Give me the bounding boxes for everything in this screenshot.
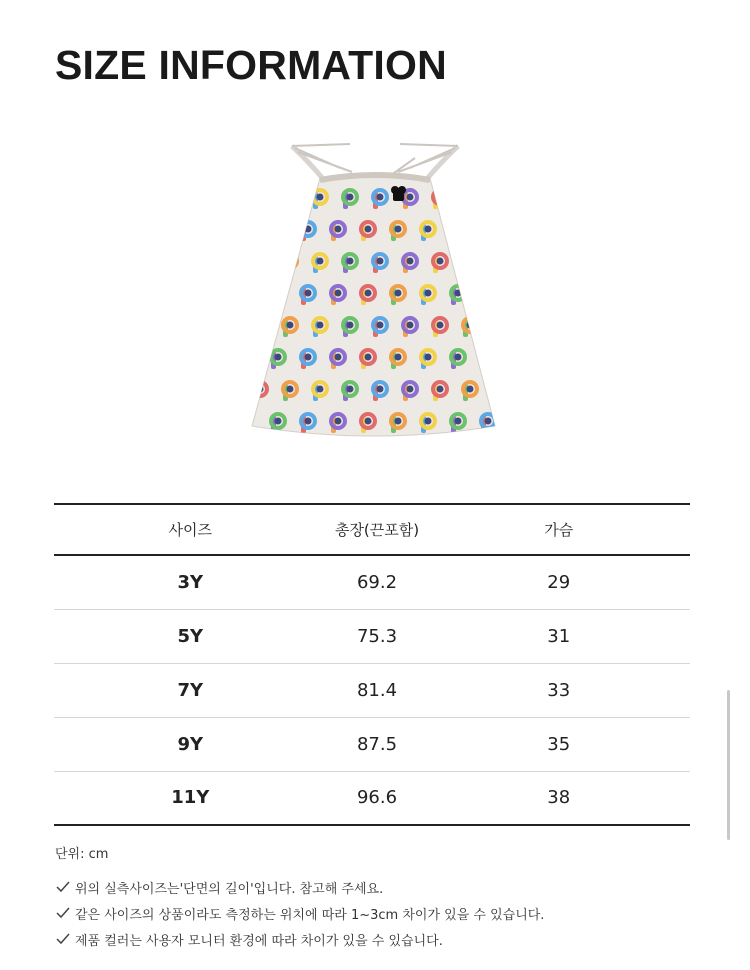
right-strap: [426, 146, 458, 180]
header-size: 사이즈: [54, 504, 327, 555]
table-row: [54, 609, 690, 663]
print-motif: [493, 318, 507, 337]
size-cell: 9Y: [177, 733, 204, 755]
print-motif: [463, 254, 477, 273]
size-notes: [55, 843, 544, 952]
print-motif: [451, 222, 465, 241]
unit-label: 단위: cm: [55, 847, 109, 862]
checkmark-icon: [55, 933, 71, 945]
checkmark-icon: [55, 881, 71, 893]
print-motif: [253, 190, 267, 209]
dress-icon: [240, 128, 510, 448]
size-cell: 11Y: [171, 787, 210, 809]
chest-cell: 33: [547, 679, 571, 701]
table-row: [54, 717, 690, 771]
note-item: [55, 874, 544, 900]
print-motif: [271, 286, 285, 305]
header-total-length: 총장(끈포함): [327, 504, 428, 555]
chest-cell: 31: [547, 625, 571, 647]
chest-cell: 38: [547, 787, 571, 809]
note-text: 같은 사이즈의 상품이라도 측정하는 위치에 따라 1~3cm 차이가 있을 수 있습니다.: [75, 907, 545, 923]
print-motif: [253, 254, 267, 273]
print-motif: [283, 190, 297, 209]
chest-cell: 35: [547, 733, 571, 755]
print-motif: [463, 190, 477, 209]
logo-badge: [391, 186, 406, 201]
length-cell: 96.6: [356, 787, 398, 809]
product-image: [240, 128, 510, 448]
print-motif: [253, 318, 267, 337]
print-motif: [481, 286, 495, 305]
size-table: [54, 503, 690, 826]
page-title: SIZE INFORMATION: [55, 42, 447, 88]
note-text: 위의 실측사이즈는'단면의 길이'입니다. 참고해 주세요.: [75, 881, 384, 897]
note-item: [55, 926, 544, 952]
print-motif: [493, 254, 507, 273]
table-header-row: [54, 504, 690, 555]
scrollbar[interactable]: [727, 690, 730, 840]
header-chest: 가슴: [428, 504, 691, 555]
chest-cell: 29: [547, 571, 571, 593]
print-motif: [493, 190, 507, 209]
table-row: [54, 771, 690, 825]
table-row: [54, 663, 690, 717]
print-motif: [433, 190, 447, 209]
length-cell: 87.5: [356, 733, 398, 755]
print-motif: [493, 382, 507, 401]
print-motif: [481, 350, 495, 369]
print-motif: [481, 222, 495, 241]
size-cell: 5Y: [177, 625, 204, 647]
note-item: [55, 900, 544, 926]
length-cell: 69.2: [356, 571, 398, 593]
length-cell: 81.4: [356, 679, 398, 701]
print-motif: [271, 222, 285, 241]
note-text: 제품 컬러는 사용자 모니터 환경에 따라 차이가 있을 수 있습니다.: [75, 933, 443, 949]
length-cell: 75.3: [356, 625, 398, 647]
size-cell: 3Y: [177, 571, 204, 593]
table-row: [54, 555, 690, 609]
size-cell: 7Y: [177, 679, 204, 701]
checkmark-icon: [55, 907, 71, 919]
left-strap: [292, 146, 324, 180]
